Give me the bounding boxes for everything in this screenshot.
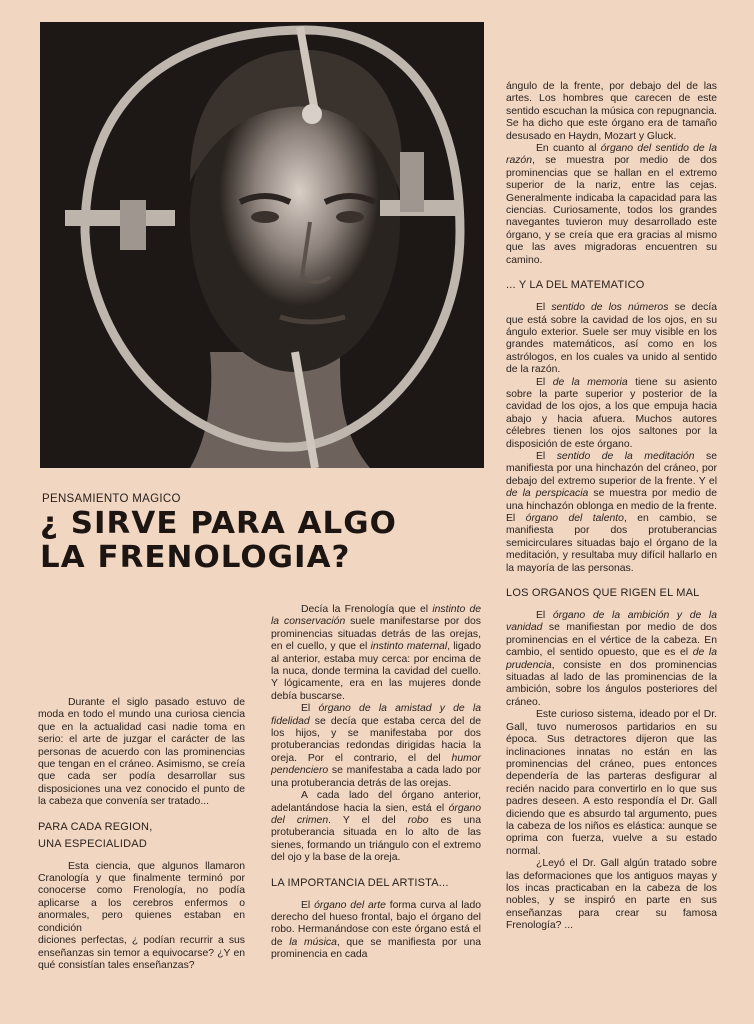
paragraph: El órgano de la amistad y de la fidelidad se decía que estaba cerca del de los hijos, y se manifestaba por dos protuberancias redondas dirigidas hacia la oreja. Por el contrario, el del humor pendenciero se manifestaba a cada lado por una protuberancia detrás de las orejas.	[271, 703, 481, 789]
column-1	[38, 697, 245, 972]
paragraph: El órgano del arte forma curva al lado derecho del hueso frontal, bajo el órgano del robo. Hermanándose con este órgano está el de la música, que se manifiesta por una prominencia en cada	[271, 899, 482, 961]
headline	[40, 507, 504, 575]
paragraph: diciones perfectas, ¿ podían recurrir a sus enseñanzas sin temor a equivocarse? ¿Y en qué consistían tales enseñanzas?	[38, 935, 245, 971]
man-with-head-measuring-device-icon	[40, 22, 484, 468]
subheading: ... Y LA DEL MATEMATICO	[506, 279, 645, 292]
paragraph: El sentido de la meditación se manifiesta por una hinchazón del cráneo, por debajo del extremo superior de la frente. Y el de la perspicacia se muestra por medio de una hinchazón oblonga en medio de la frente. El órgano del talento, en cambio, se manifiesta por dos protuberancias semicirculares situadas bajo el órgano de la meditación, y resultaba muy difícil hallarlo en la mayoría de las personas.	[506, 450, 717, 574]
paragraph: ángulo de la frente, por debajo del de las artes. Los hombres que carecen de este sentido escuchan la música con repugnancia. Se ha dicho que este órgano era de tamaño desusado en Haydn, Mozart y Gluck.	[506, 81, 717, 142]
paragraph: ¿Leyó el Dr. Gall algún tratado sobre las deformaciones que los antiguos mayas y los incas practicaban en la cabeza de los nobles, y se inspiró en parte en sus enseñanzas para crear su famosa Frenología? ...	[506, 858, 717, 932]
paragraph: A cada lado del órgano anterior, adelantándose hacia la sien, está el órgano del crimen. Y el del robo es una protuberancia situada en lo alto de las sienes, formando un triángulo con el extremo del ojo y la base de la oreja.	[271, 790, 481, 864]
column-2	[271, 604, 481, 962]
paragraph: El órgano de la ambición y de la vanidad se manifiestan por medio de dos prominencias en el vértice de la cabeza. En cambio, el sentido opuesto, que es el de la prudencia, consiste en dos prominencias situadas al lado de las prominencias de la ambición, sobre los ángulos posteriores del cráneo.	[506, 610, 717, 708]
phrenology-photo	[40, 22, 484, 468]
paragraph: El sentido de los números se decía que está sobre la cavidad de los ojos, en su ángulo exterior. Suele ser muy visible en los grandes matemáticos, así como en los astrólogos, en los cuales va unido al sentido de la razón.	[506, 302, 717, 376]
paragraph: Decía la Frenología que el instinto de la conservación suele manifestarse por dos prominencias situadas detrás de las orejas, en el cuello, y que el instinto maternal, ligado al anterior, estaba muy cerca: por encima de la nuca, donde termina la cavidad del cuello. Y lógicamente, era en las mujeres donde debía buscarse.	[271, 604, 482, 702]
paragraph: Este curioso sistema, ideado por el Dr. Gall, tuvo numerosos partidarios en su época. Sus detractores dijeron que las inclinaciones innatas no están en las prominencias del cráneo, pues entonces dependería de las parteras desfigurar al recién nacido para convertirlo en lo que sus padres deseen. A esto respondía el Dr. Gall diciendo que es absurdo tal argumento, pues la cabeza de los niños es elástica: aunque se oprima con fuerza, vuelve a su estado normal.	[506, 709, 717, 857]
headline-line-2: LA FRENOLOGIA?	[40, 540, 351, 575]
paragraph: El de la memoria tiene su asiento sobre la parte superior y posterior de la cavidad de los ojos, a los que empuja hacia abajo y hacia afuera. Muchos autores célebres tienen los ojos saltones por la disposición de este órgano.	[506, 376, 717, 450]
subheading: LA IMPORTANCIA DEL ARTISTA...	[271, 876, 449, 889]
paragraph: Durante el siglo pasado estuvo de moda en todo el mundo una curiosa ciencia que en la actualidad casi nadie toma en serio: el arte de juzgar el carácter de las personas de acuerdo con las prominencias que tengan en el cráneo. Asimismo, se creía que cada ser podía desarrollar sus disposiciones una vez conocido el punto de la cabeza que convenía ser tratado...	[38, 697, 245, 808]
column-3	[506, 81, 717, 933]
subheading: LOS ORGANOS QUE RIGEN EL MAL	[506, 587, 700, 600]
paragraph: Esta ciencia, que algunos llamaron Cranología y que finalmente terminó por conocerse como Frenología, no podía aplicarse a los cerebros enfermos o anormales, pero quienes estaban en condición	[38, 860, 245, 934]
paragraph: En cuanto al órgano del sentido de la razón, se muestra por medio de dos prominencias que se hallan en el extremo superior de la nariz, entre las cejas. Generalmente indicaba la capacidad para las ciencias. Curiosamente, todos los grandes navegantes tuvieron muy desarrollado este órgano, y se creía que era gracias al mismo que las aves migradoras encuentren su camino.	[506, 143, 718, 266]
headline-line-1: ¿ SIRVE PARA ALGO	[40, 506, 397, 541]
kicker: PENSAMIENTO MAGICO	[42, 493, 181, 505]
subheading: PARA CADA REGION, UNA ESPECIALIDAD	[38, 820, 153, 850]
